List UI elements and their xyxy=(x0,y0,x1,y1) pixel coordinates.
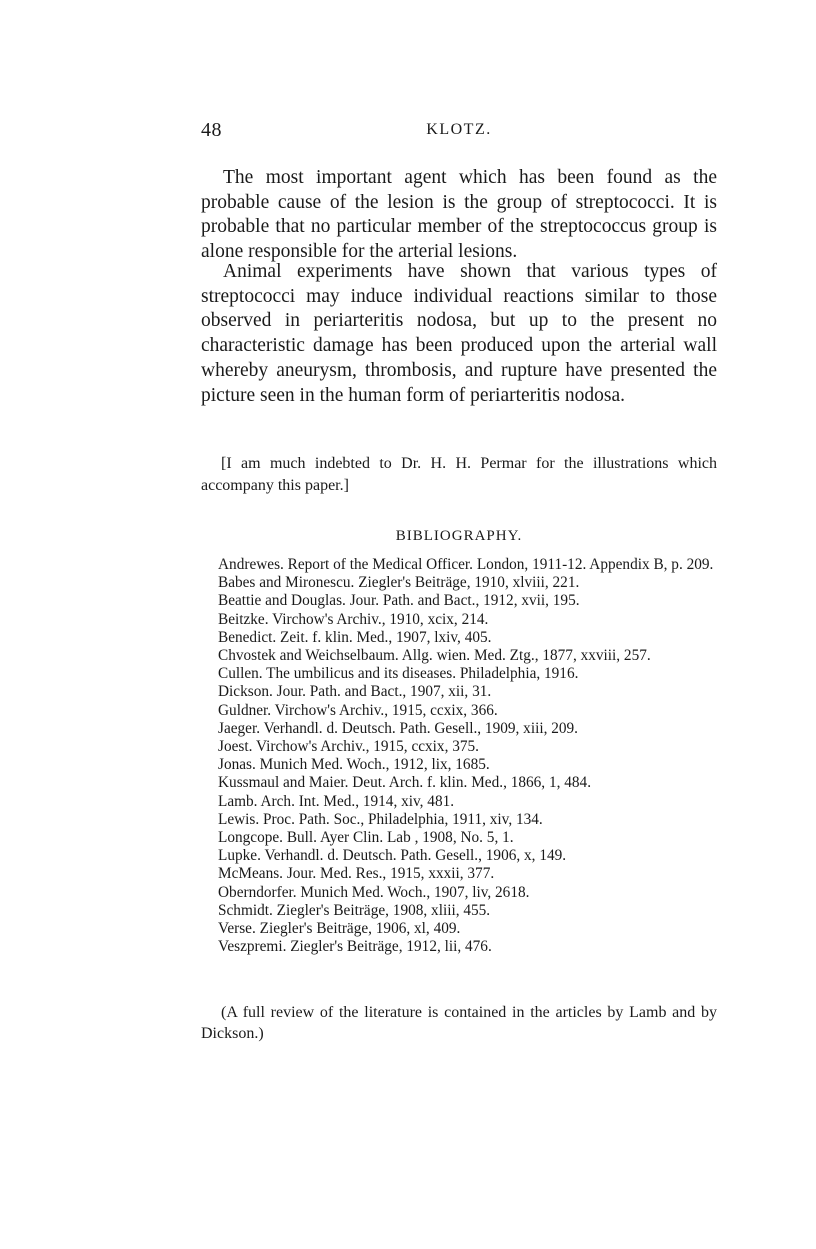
body-paragraph: Animal experiments have shown that various types of streptococci may induce individual reactions similar to those observed in periarteritis nodosa, but up to the present no characteristic damage has been produced upon the arterial wall whereby aneurysm, thrombosis, and rupture have presented the picture seen in the human form of periarteritis nodosa. xyxy=(201,261,717,406)
bibliography-entry: Lupke. Verhandl. d. Deutsch. Path. Gesell., 1906, x, 149. xyxy=(218,847,567,865)
bibliography-entry: Oberndorfer. Munich Med. Woch., 1907, liv, 2618. xyxy=(218,883,530,901)
page-number: 48 xyxy=(201,119,222,141)
bibliography-list xyxy=(201,556,717,956)
bibliography-entry: Chvostek and Weichselbaum. Allg. wien. Med. Ztg., 1877, xxviii, 257. xyxy=(218,647,651,665)
body-paragraph: The most important agent which has been found as the probable cause of the lesion is the group of streptococci. It is probable that no particular member of the streptococcus group is alone responsible for the arterial lesions. xyxy=(201,167,717,263)
bibliography-entry: Beattie and Douglas. Jour. Path. and Bact., 1912, xvii, 195. xyxy=(218,592,580,610)
bibliography-heading: BIBLIOGRAPHY. xyxy=(395,528,523,544)
running-head: KLOTZ. xyxy=(426,121,492,138)
bibliography-entry: Benedict. Zeit. f. klin. Med., 1907, lxiv, 405. xyxy=(218,628,492,646)
bibliography-entry: Longcope. Bull. Ayer Clin. Lab , 1908, No. 5, 1. xyxy=(218,829,514,847)
bibliography-entry: Veszpremi. Ziegler's Beiträge, 1912, lii, 476. xyxy=(218,938,492,956)
bibliography-entry: Kussmaul and Maier. Deut. Arch. f. klin. Med., 1866, 1, 484. xyxy=(218,774,592,792)
bibliography-entry: Beitzke. Virchow's Archiv., 1910, xcix, 214. xyxy=(218,610,489,628)
bibliography-entry: Lamb. Arch. Int. Med., 1914, xiv, 481. xyxy=(218,792,455,810)
bibliography-entry: Schmidt. Ziegler's Beiträge, 1908, xliii, 455. xyxy=(218,901,491,919)
bibliography-entry: Guldner. Virchow's Archiv., 1915, ccxix, 366. xyxy=(218,701,498,719)
bibliography-entry: Lewis. Proc. Path. Soc., Philadelphia, 1911, xiv, 134. xyxy=(218,810,543,828)
bibliography-entry: Dickson. Jour. Path. and Bact., 1907, xii, 31. xyxy=(218,683,492,701)
page-header xyxy=(201,119,717,147)
acknowledgment-note: [I am much indebted to Dr. H. H. Permar for the illustrations which accompany this paper.] xyxy=(201,455,717,494)
bibliography-entry: McMeans. Jour. Med. Res., 1915, xxxii, 377. xyxy=(218,865,495,883)
bibliography-entry: Andrewes. Report of the Medical Officer. London, 1911-12. Appendix B, p. 209. xyxy=(218,556,714,573)
bibliography-entry: Babes and Mironescu. Ziegler's Beiträge, 1910, xlviii, 221. xyxy=(218,574,580,592)
bibliography-entry: Cullen. The umbilicus and its diseases. Philadelphia, 1916. xyxy=(218,665,579,683)
bibliography-entry: Jaeger. Verhandl. d. Deutsch. Path. Gesell., 1909, xiii, 209. xyxy=(218,719,578,737)
bibliography-entry: Verse. Ziegler's Beiträge, 1906, xl, 409. xyxy=(218,920,461,938)
bibliography-entry: Jonas. Munich Med. Woch., 1912, lix, 1685. xyxy=(218,756,490,774)
bibliography-entry: Joest. Virchow's Archiv., 1915, ccxix, 375. xyxy=(218,738,480,756)
literature-review-note: (A full review of the literature is contained in the articles by Lamb and by Dickson.) xyxy=(201,1004,717,1042)
